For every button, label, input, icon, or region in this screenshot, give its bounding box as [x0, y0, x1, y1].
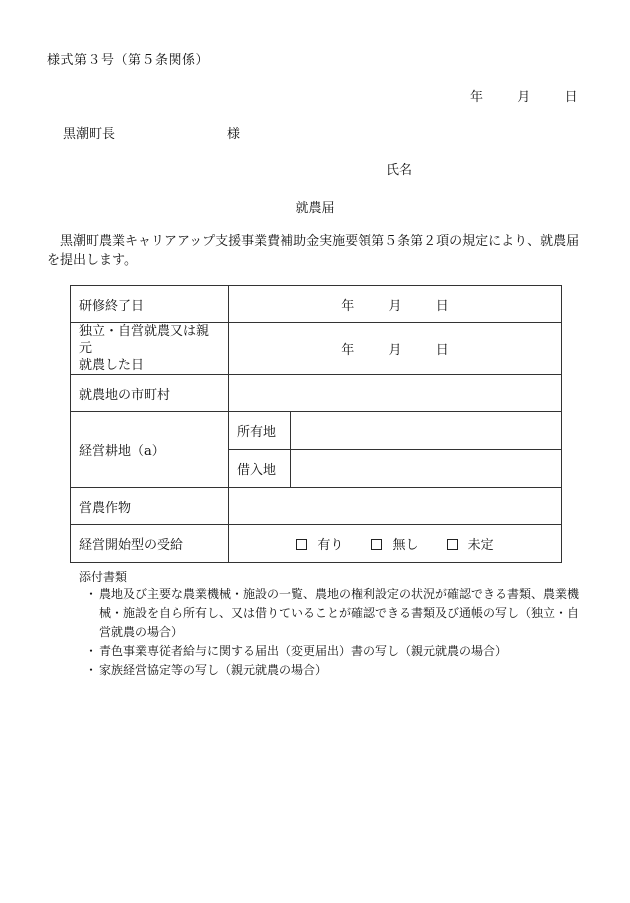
- start-farming-label-line2: 就農した日: [79, 358, 145, 373]
- farmland-label: 経営耕地（a）: [71, 412, 229, 488]
- start-farming-month: 月: [388, 343, 402, 358]
- applicant-name-label: 氏名: [386, 163, 413, 178]
- row-benefit: [71, 525, 562, 563]
- farmland-leased-field[interactable]: [291, 450, 562, 488]
- benefit-option-no-label: 無し: [392, 538, 419, 553]
- addressee: [63, 123, 241, 142]
- form-table: [70, 285, 562, 563]
- start-farming-label: [71, 323, 229, 375]
- date-day-label: 日: [564, 90, 578, 105]
- crops-label: 営農作物: [71, 488, 229, 525]
- form-number: 様式第３号（第５条関係）: [47, 53, 210, 68]
- municipality-label: 就農地の市町村: [71, 375, 229, 412]
- benefit-option-undecided[interactable]: [447, 534, 494, 553]
- benefit-option-no[interactable]: [371, 534, 418, 553]
- row-crops: [71, 488, 562, 525]
- attachment-item: ・ 家族経営協定等の写し（親元就農の場合）: [87, 661, 587, 680]
- attachments-title: 添付書類: [79, 570, 128, 584]
- benefit-option-yes[interactable]: [296, 534, 343, 553]
- start-farming-day: 日: [435, 343, 449, 358]
- attachment-item: ・ 青色事業専従者給与に関する届出（変更届出）書の写し（親元就農の場合）: [87, 642, 587, 661]
- checkbox-icon[interactable]: [371, 539, 382, 550]
- training-end-year: 年: [341, 298, 355, 314]
- benefit-option-yes-label: 有り: [317, 538, 344, 553]
- crops-field[interactable]: [229, 488, 562, 525]
- attachments-list: [87, 585, 587, 680]
- farmland-owned-label: 所有地: [229, 412, 291, 450]
- checkbox-icon[interactable]: [296, 539, 307, 550]
- farmland-leased-label: 借入地: [229, 450, 291, 488]
- submission-date: [470, 86, 578, 105]
- training-end-label: 研修終了日: [71, 286, 229, 323]
- benefit-option-undecided-label: 未定: [467, 538, 494, 553]
- start-farming-date-field[interactable]: [229, 323, 562, 375]
- training-end-date-field[interactable]: [229, 286, 562, 323]
- date-month-label: 月: [517, 90, 531, 105]
- addressee-name: 黒潮町長: [63, 127, 116, 142]
- date-year-label: 年: [470, 90, 484, 105]
- municipality-field[interactable]: [229, 375, 562, 412]
- addressee-honorific: 様: [227, 127, 241, 142]
- training-end-day: 日: [435, 298, 449, 314]
- benefit-options: [229, 525, 562, 563]
- checkbox-icon[interactable]: [447, 539, 458, 550]
- start-farming-label-line1: 独立・自営就農又は親元: [79, 324, 210, 356]
- start-farming-year: 年: [341, 343, 355, 358]
- row-start-farming: [71, 323, 562, 375]
- farmland-owned-field[interactable]: [291, 412, 562, 450]
- training-end-month: 月: [388, 298, 402, 314]
- attachment-item: ・ 農地及び主要な農業機械・施設の一覧、農地の権利設定の状況が確認できる書類、農業機械・施設を自ら所有し、又は借りていることが確認できる書類及び通帳の写し（独立・自営就農の場合）: [87, 585, 587, 642]
- body-text: 黒潮町農業キャリアアップ支援事業費補助金実施要領第５条第２項の規定により、就農届を提出します。: [47, 234, 580, 268]
- benefit-label: 経営開始型の受給: [71, 525, 229, 563]
- document-title: 就農届: [295, 201, 335, 216]
- row-training-end: [71, 286, 562, 323]
- row-farmland-owned: [71, 412, 562, 450]
- row-municipality: [71, 375, 562, 412]
